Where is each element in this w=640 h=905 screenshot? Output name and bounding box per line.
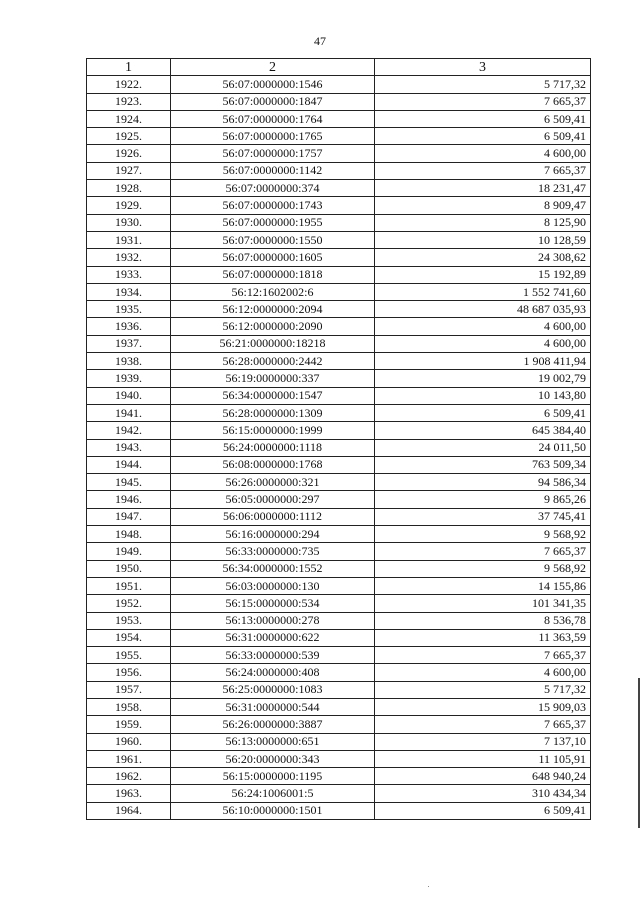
value-cell: 10 143,80 xyxy=(375,387,591,404)
table-row xyxy=(87,577,591,594)
row-number-cell: 1941. xyxy=(87,404,171,421)
row-number-cell: 1959. xyxy=(87,716,171,733)
cadastral-number-cell: 56:15:0000000:1999 xyxy=(171,422,375,439)
value-cell: 4 600,00 xyxy=(375,335,591,352)
cadastral-number-cell: 56:07:0000000:1757 xyxy=(171,145,375,162)
value-cell: 15 192,89 xyxy=(375,266,591,283)
table-row xyxy=(87,422,591,439)
table-row xyxy=(87,526,591,543)
value-cell: 763 509,34 xyxy=(375,456,591,473)
row-number-cell: 1937. xyxy=(87,335,171,352)
cadastral-number-cell: 56:10:0000000:1501 xyxy=(171,802,375,819)
value-cell: 24 011,50 xyxy=(375,439,591,456)
row-number-cell: 1956. xyxy=(87,664,171,681)
table-row xyxy=(87,785,591,802)
table-row xyxy=(87,128,591,145)
cadastral-number-cell: 56:24:1006001:5 xyxy=(171,785,375,802)
cadastral-number-cell: 56:15:0000000:1195 xyxy=(171,768,375,785)
row-number-cell: 1953. xyxy=(87,612,171,629)
cadastral-number-cell: 56:28:0000000:2442 xyxy=(171,353,375,370)
cadastral-number-cell: 56:25:0000000:1083 xyxy=(171,681,375,698)
row-number-cell: 1957. xyxy=(87,681,171,698)
row-number-cell: 1949. xyxy=(87,543,171,560)
cadastral-number-cell: 56:07:0000000:1550 xyxy=(171,231,375,248)
table-row xyxy=(87,560,591,577)
row-number-cell: 1940. xyxy=(87,387,171,404)
cadastral-number-cell: 56:05:0000000:297 xyxy=(171,491,375,508)
value-cell: 37 745,41 xyxy=(375,508,591,525)
value-cell: 48 687 035,93 xyxy=(375,301,591,318)
row-number-cell: 1938. xyxy=(87,353,171,370)
table-row xyxy=(87,214,591,231)
value-cell: 14 155,86 xyxy=(375,577,591,594)
table-row xyxy=(87,768,591,785)
page-number: 47 xyxy=(314,34,326,48)
row-number-cell: 1955. xyxy=(87,647,171,664)
scan-dot-mark xyxy=(428,886,429,887)
value-cell: 1 908 411,94 xyxy=(375,353,591,370)
row-number-cell: 1961. xyxy=(87,750,171,767)
cadastral-number-cell: 56:15:0000000:534 xyxy=(171,595,375,612)
header-row xyxy=(87,59,591,76)
table-row xyxy=(87,629,591,646)
cadastral-number-cell: 56:21:0000000:18218 xyxy=(171,335,375,352)
registry-table xyxy=(86,58,591,820)
value-cell: 310 434,34 xyxy=(375,785,591,802)
value-cell: 7 665,37 xyxy=(375,543,591,560)
cadastral-number-cell: 56:12:0000000:2090 xyxy=(171,318,375,335)
value-cell: 7 665,37 xyxy=(375,162,591,179)
row-number-cell: 1930. xyxy=(87,214,171,231)
value-cell: 18 231,47 xyxy=(375,180,591,197)
row-number-cell: 1963. xyxy=(87,785,171,802)
value-cell: 9 865,26 xyxy=(375,491,591,508)
table-row xyxy=(87,474,591,491)
value-cell: 6 509,41 xyxy=(375,110,591,127)
column-header-3: 3 xyxy=(375,59,591,76)
value-cell: 9 568,92 xyxy=(375,560,591,577)
cadastral-number-cell: 56:06:0000000:1112 xyxy=(171,508,375,525)
table-row xyxy=(87,301,591,318)
row-number-cell: 1927. xyxy=(87,162,171,179)
table-row xyxy=(87,647,591,664)
table-row xyxy=(87,180,591,197)
table-row xyxy=(87,698,591,715)
table-row xyxy=(87,439,591,456)
row-number-cell: 1944. xyxy=(87,456,171,473)
table-row xyxy=(87,76,591,93)
row-number-cell: 1942. xyxy=(87,422,171,439)
value-cell: 9 568,92 xyxy=(375,526,591,543)
row-number-cell: 1926. xyxy=(87,145,171,162)
cadastral-number-cell: 56:03:0000000:130 xyxy=(171,577,375,594)
cadastral-number-cell: 56:24:0000000:408 xyxy=(171,664,375,681)
table-row xyxy=(87,733,591,750)
row-number-cell: 1924. xyxy=(87,110,171,127)
cadastral-number-cell: 56:07:0000000:1847 xyxy=(171,93,375,110)
table-row xyxy=(87,145,591,162)
value-cell: 4 600,00 xyxy=(375,664,591,681)
table-header xyxy=(87,59,591,76)
value-cell: 6 509,41 xyxy=(375,128,591,145)
row-number-cell: 1946. xyxy=(87,491,171,508)
value-cell: 8 536,78 xyxy=(375,612,591,629)
row-number-cell: 1935. xyxy=(87,301,171,318)
cadastral-number-cell: 56:12:0000000:2094 xyxy=(171,301,375,318)
row-number-cell: 1947. xyxy=(87,508,171,525)
table-row xyxy=(87,110,591,127)
cadastral-number-cell: 56:34:0000000:1552 xyxy=(171,560,375,577)
table-row xyxy=(87,716,591,733)
value-cell: 6 509,41 xyxy=(375,802,591,819)
table-row xyxy=(87,249,591,266)
row-number-cell: 1950. xyxy=(87,560,171,577)
value-cell: 7 665,37 xyxy=(375,716,591,733)
value-cell: 101 341,35 xyxy=(375,595,591,612)
value-cell: 4 600,00 xyxy=(375,318,591,335)
cadastral-number-cell: 56:24:0000000:1118 xyxy=(171,439,375,456)
table-row xyxy=(87,318,591,335)
row-number-cell: 1954. xyxy=(87,629,171,646)
row-number-cell: 1928. xyxy=(87,180,171,197)
table-row xyxy=(87,491,591,508)
value-cell: 8 125,90 xyxy=(375,214,591,231)
row-number-cell: 1952. xyxy=(87,595,171,612)
row-number-cell: 1929. xyxy=(87,197,171,214)
row-number-cell: 1945. xyxy=(87,474,171,491)
value-cell: 24 308,62 xyxy=(375,249,591,266)
table-row xyxy=(87,266,591,283)
cadastral-number-cell: 56:07:0000000:1546 xyxy=(171,76,375,93)
table-row xyxy=(87,456,591,473)
table-row xyxy=(87,508,591,525)
cadastral-number-cell: 56:07:0000000:1743 xyxy=(171,197,375,214)
cadastral-number-cell: 56:07:0000000:1764 xyxy=(171,110,375,127)
row-number-cell: 1948. xyxy=(87,526,171,543)
row-number-cell: 1931. xyxy=(87,231,171,248)
table-row xyxy=(87,93,591,110)
value-cell: 19 002,79 xyxy=(375,370,591,387)
value-cell: 5 717,32 xyxy=(375,76,591,93)
row-number-cell: 1962. xyxy=(87,768,171,785)
cadastral-number-cell: 56:16:0000000:294 xyxy=(171,526,375,543)
cadastral-number-cell: 56:13:0000000:278 xyxy=(171,612,375,629)
cadastral-number-cell: 56:20:0000000:343 xyxy=(171,750,375,767)
column-header-2: 2 xyxy=(171,59,375,76)
value-cell: 10 128,59 xyxy=(375,231,591,248)
column-header-1: 1 xyxy=(87,59,171,76)
row-number-cell: 1958. xyxy=(87,698,171,715)
value-cell: 7 665,37 xyxy=(375,93,591,110)
row-number-cell: 1933. xyxy=(87,266,171,283)
cadastral-number-cell: 56:07:0000000:374 xyxy=(171,180,375,197)
value-cell: 94 586,34 xyxy=(375,474,591,491)
value-cell: 645 384,40 xyxy=(375,422,591,439)
table-row xyxy=(87,595,591,612)
table-row xyxy=(87,162,591,179)
row-number-cell: 1939. xyxy=(87,370,171,387)
cadastral-number-cell: 56:13:0000000:651 xyxy=(171,733,375,750)
cadastral-number-cell: 56:19:0000000:337 xyxy=(171,370,375,387)
row-number-cell: 1943. xyxy=(87,439,171,456)
cadastral-number-cell: 56:33:0000000:539 xyxy=(171,647,375,664)
table-row xyxy=(87,750,591,767)
cadastral-number-cell: 56:28:0000000:1309 xyxy=(171,404,375,421)
value-cell: 11 105,91 xyxy=(375,750,591,767)
cadastral-number-cell: 56:07:0000000:1955 xyxy=(171,214,375,231)
value-cell: 7 665,37 xyxy=(375,647,591,664)
table-row xyxy=(87,404,591,421)
cadastral-number-cell: 56:08:0000000:1768 xyxy=(171,456,375,473)
value-cell: 8 909,47 xyxy=(375,197,591,214)
row-number-cell: 1964. xyxy=(87,802,171,819)
table-row xyxy=(87,387,591,404)
cadastral-number-cell: 56:07:0000000:1818 xyxy=(171,266,375,283)
value-cell: 11 363,59 xyxy=(375,629,591,646)
value-cell: 15 909,03 xyxy=(375,698,591,715)
table-row xyxy=(87,664,591,681)
table-body xyxy=(87,76,591,820)
value-cell: 6 509,41 xyxy=(375,404,591,421)
row-number-cell: 1923. xyxy=(87,93,171,110)
value-cell: 4 600,00 xyxy=(375,145,591,162)
table-row xyxy=(87,543,591,560)
cadastral-number-cell: 56:12:1602002:6 xyxy=(171,283,375,300)
cadastral-number-cell: 56:34:0000000:1547 xyxy=(171,387,375,404)
cadastral-number-cell: 56:31:0000000:544 xyxy=(171,698,375,715)
row-number-cell: 1960. xyxy=(87,733,171,750)
cadastral-number-cell: 56:26:0000000:321 xyxy=(171,474,375,491)
cadastral-number-cell: 56:26:0000000:3887 xyxy=(171,716,375,733)
table-row xyxy=(87,681,591,698)
table-row xyxy=(87,612,591,629)
row-number-cell: 1951. xyxy=(87,577,171,594)
cadastral-number-cell: 56:07:0000000:1765 xyxy=(171,128,375,145)
cadastral-number-cell: 56:33:0000000:735 xyxy=(171,543,375,560)
table-row xyxy=(87,197,591,214)
row-number-cell: 1934. xyxy=(87,283,171,300)
table-row xyxy=(87,353,591,370)
table-row xyxy=(87,283,591,300)
row-number-cell: 1936. xyxy=(87,318,171,335)
table-row xyxy=(87,231,591,248)
value-cell: 648 940,24 xyxy=(375,768,591,785)
table-row xyxy=(87,370,591,387)
cadastral-number-cell: 56:07:0000000:1142 xyxy=(171,162,375,179)
cadastral-number-cell: 56:31:0000000:622 xyxy=(171,629,375,646)
table-row xyxy=(87,335,591,352)
value-cell: 5 717,32 xyxy=(375,681,591,698)
row-number-cell: 1932. xyxy=(87,249,171,266)
table-row xyxy=(87,802,591,819)
value-cell: 1 552 741,60 xyxy=(375,283,591,300)
row-number-cell: 1925. xyxy=(87,128,171,145)
row-number-cell: 1922. xyxy=(87,76,171,93)
value-cell: 7 137,10 xyxy=(375,733,591,750)
cadastral-number-cell: 56:07:0000000:1605 xyxy=(171,249,375,266)
